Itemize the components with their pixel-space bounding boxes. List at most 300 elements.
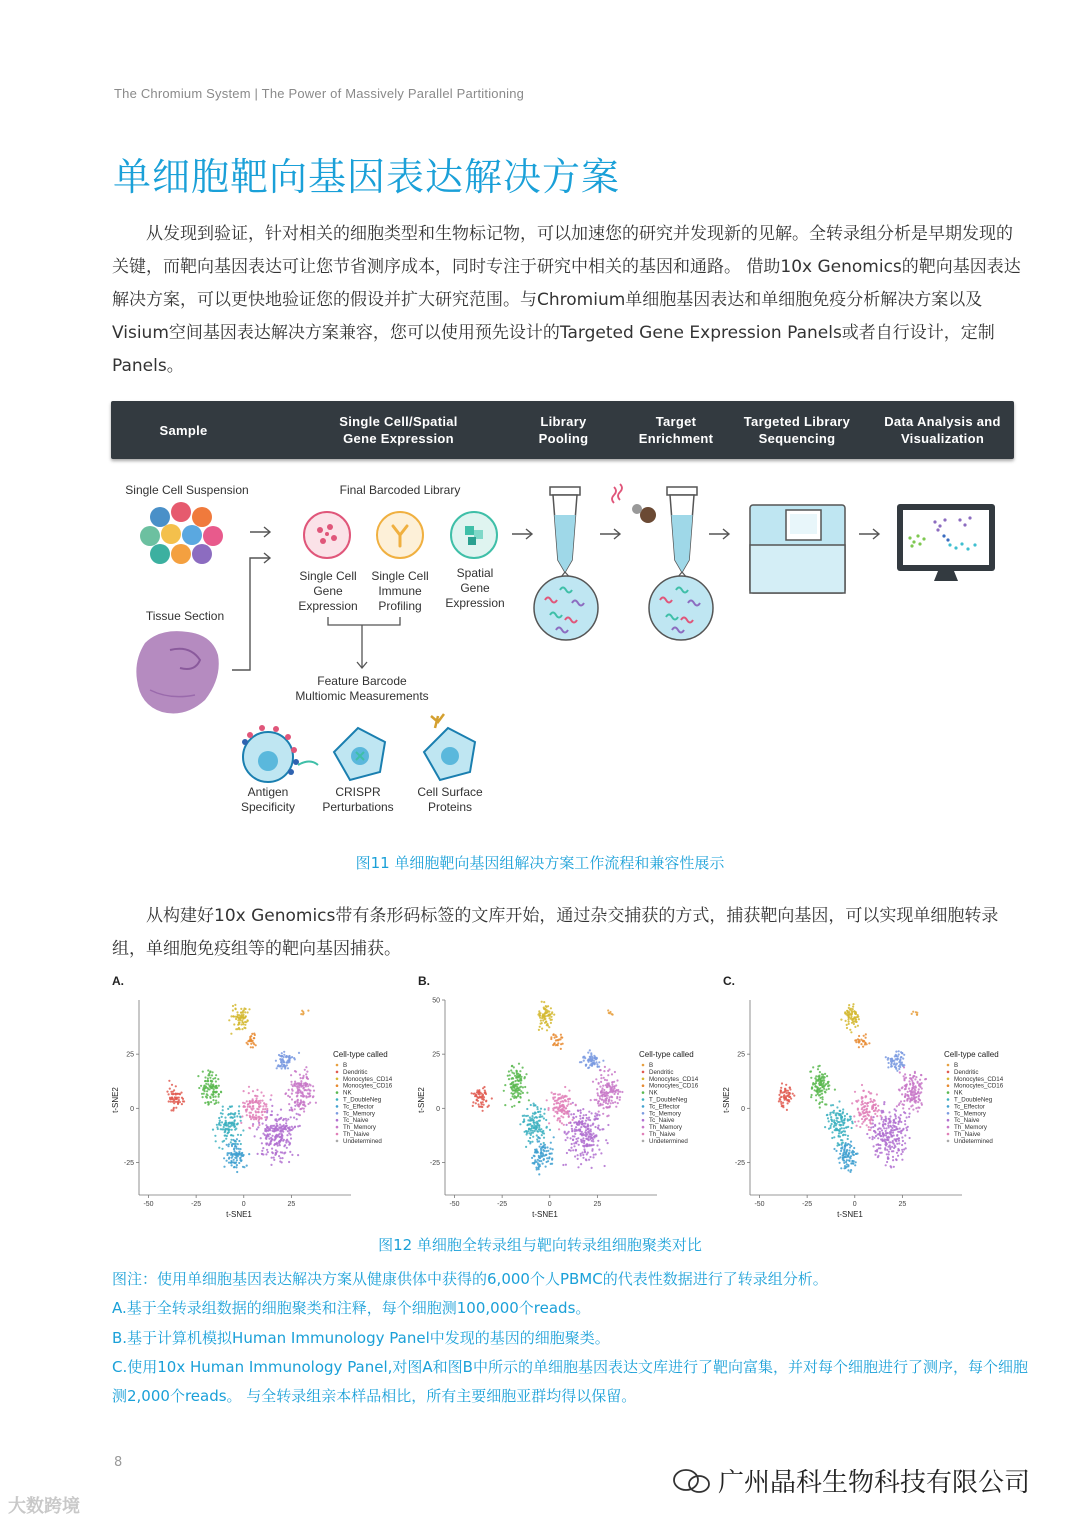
data-point [851,1127,853,1129]
y-tick-label: -25 [123,1160,134,1167]
data-point [833,1110,835,1112]
data-point [539,1146,541,1148]
data-point [915,1076,917,1078]
analysis-monitor-icon [897,504,995,581]
data-point [823,1076,825,1078]
data-point [565,1133,567,1135]
data-point [565,1111,567,1113]
data-point [882,1124,884,1126]
data-point [834,1122,836,1124]
data-point [511,1078,513,1080]
data-point [297,1085,299,1087]
data-point [234,1016,236,1018]
data-point [254,1135,256,1137]
data-point [543,1150,545,1152]
data-point [819,1071,821,1073]
data-point [883,1134,885,1136]
data-point [234,1157,236,1159]
data-point [851,1160,853,1162]
data-point [508,1070,510,1072]
data-point [541,1022,543,1024]
data-point [209,1077,211,1079]
data-point [252,1117,254,1119]
data-point [537,1111,539,1113]
data-point [901,1052,903,1054]
data-point [831,1131,833,1133]
data-point [517,1087,519,1089]
data-point [571,1125,573,1127]
data-point [606,1092,608,1094]
data-point [896,1159,898,1161]
data-point [609,1011,611,1013]
data-point [873,1104,875,1106]
data-point [275,1127,277,1129]
data-point [512,1089,514,1091]
panel-label: C. [723,974,735,988]
data-point [552,1108,554,1110]
data-point [910,1099,912,1101]
data-point [302,1104,304,1106]
data-point [583,1145,585,1147]
data-point [864,1102,866,1104]
data-point [901,1144,903,1146]
data-point [590,1144,592,1146]
data-point [898,1050,900,1052]
data-point [230,1125,232,1127]
data-point [517,1080,519,1082]
data-point [887,1066,889,1068]
data-point [269,1128,271,1130]
data-point [579,1115,581,1117]
data-point [532,1112,534,1114]
data-point [585,1135,587,1137]
data-point [219,1120,221,1122]
data-point [593,1055,595,1057]
data-point [264,1130,266,1132]
legend-entry: NK [649,1089,658,1097]
data-point [536,1125,538,1127]
data-point [824,1076,826,1078]
data-point [850,1151,852,1153]
y-tick-label: 0 [741,1105,745,1113]
data-point [581,1120,583,1122]
data-point [831,1120,833,1122]
data-point [303,1103,305,1105]
data-point [286,1055,288,1057]
data-point [901,1149,903,1151]
legend-entry: Dendritic [343,1068,368,1076]
data-point [866,1102,868,1104]
data-point [863,1115,865,1117]
data-point [594,1057,596,1059]
data-point [545,1010,547,1012]
data-point [586,1125,588,1127]
data-point [231,1121,233,1123]
data-point [553,1043,555,1045]
data-point [283,1061,285,1063]
data-point [862,1040,864,1042]
data-point [861,1123,863,1125]
data-point [815,1094,817,1096]
data-point [265,1135,267,1137]
data-point [852,1150,854,1152]
data-point [238,1113,240,1115]
data-point [263,1111,265,1113]
data-point [602,1128,604,1130]
data-point [881,1140,883,1142]
data-point [879,1132,881,1134]
data-point [810,1096,812,1098]
data-point [214,1103,216,1105]
data-point [233,1120,235,1122]
data-point [817,1065,819,1067]
data-point [260,1137,262,1139]
data-point [833,1126,835,1128]
data-point [583,1056,585,1058]
data-point [812,1066,814,1068]
x-tick-label: -50 [449,1201,460,1208]
data-point [915,1102,917,1104]
data-point [881,1116,883,1118]
data-point [302,1101,304,1103]
data-point [172,1093,174,1095]
data-point [896,1134,898,1136]
data-point [872,1101,874,1103]
data-point [576,1140,578,1142]
data-point [538,1128,540,1130]
data-point [261,1118,263,1120]
data-point [590,1060,592,1062]
legend-marker [947,1064,950,1067]
data-point [168,1080,170,1082]
data-point [522,1086,524,1088]
data-point [899,1131,901,1133]
data-point [594,1119,596,1121]
data-point [207,1088,209,1090]
data-point [234,1116,236,1118]
data-point [850,1116,852,1118]
data-point [284,1128,286,1130]
data-point [233,1148,235,1150]
data-point [270,1140,272,1142]
data-point [833,1148,835,1150]
data-point [555,1100,557,1102]
data-point [596,1057,598,1059]
data-point [275,1152,277,1154]
data-point [210,1085,212,1087]
data-point [895,1055,897,1057]
data-point [842,1159,844,1161]
data-point [850,1031,852,1033]
data-point [892,1132,894,1134]
data-point [530,1130,532,1132]
data-point [921,1082,923,1084]
data-point [601,1089,603,1091]
data-point [529,1137,531,1139]
data-point [595,1058,597,1060]
data-point [534,1111,536,1113]
data-point [277,1065,279,1067]
data-point [306,1076,308,1078]
data-point [905,1084,907,1086]
data-point [886,1153,888,1155]
data-point [550,1142,552,1144]
data-point [510,1083,512,1085]
data-point [611,1081,613,1083]
data-point [510,1086,512,1088]
data-point [279,1124,281,1126]
data-point [237,1017,239,1019]
data-point [903,1078,905,1080]
data-point [271,1105,273,1107]
data-point [282,1131,284,1133]
data-point [553,1014,555,1016]
data-point [603,1089,605,1091]
data-point [612,1091,614,1093]
data-point [572,1149,574,1151]
data-point [909,1137,911,1139]
data-point [255,1100,257,1102]
data-point [840,1124,842,1126]
data-point [249,1102,251,1104]
data-point [230,1161,232,1163]
data-point [844,1145,846,1147]
data-point [485,1100,487,1102]
data-point [567,1111,569,1113]
data-point [575,1116,577,1118]
data-point [585,1114,587,1116]
data-point [874,1113,876,1115]
data-point [884,1141,886,1143]
data-point [517,1094,519,1096]
data-point [301,1092,303,1094]
data-point [818,1094,820,1096]
data-point [870,1100,872,1102]
data-point [556,1044,558,1046]
data-point [881,1138,883,1140]
data-point [513,1105,515,1107]
data-point [833,1136,835,1138]
data-point [581,1121,583,1123]
legend-marker [336,1126,339,1129]
data-point [888,1126,890,1128]
data-point [243,1105,245,1107]
data-point [562,1097,564,1099]
data-point [838,1114,840,1116]
data-point [296,1095,298,1097]
data-point [914,1101,916,1103]
data-point [570,1137,572,1139]
y-tick-label: 25 [737,1051,745,1059]
tsne-panel [722,974,1004,1219]
data-point [565,1107,567,1109]
data-point [256,1095,258,1097]
data-point [885,1117,887,1119]
data-point [216,1087,218,1089]
data-point [843,1122,845,1124]
data-point [282,1125,284,1127]
data-point [905,1088,907,1090]
data-point [912,1077,914,1079]
data-point [548,1122,550,1124]
data-point [282,1065,284,1067]
data-point [834,1129,836,1131]
data-point [240,1120,242,1122]
data-point [892,1150,894,1152]
data-point [520,1082,522,1084]
data-point [306,1077,308,1079]
data-point [169,1098,171,1100]
data-point [577,1109,579,1111]
data-point [242,1155,244,1157]
data-point [533,1117,535,1119]
data-point [519,1074,521,1076]
data-point [874,1110,876,1112]
data-point [238,1022,240,1024]
data-point [249,1102,251,1104]
data-point [592,1062,594,1064]
data-point [570,1147,572,1149]
workflow-header-bar [111,401,1014,459]
data-point [567,1098,569,1100]
data-point [535,1125,537,1127]
data-point [302,1077,304,1079]
data-point [599,1069,601,1071]
data-point [243,1106,245,1108]
data-point [281,1133,283,1135]
data-point [205,1080,207,1082]
data-point [483,1104,485,1106]
data-point [605,1095,607,1097]
data-point [865,1111,867,1113]
data-point [511,1077,513,1079]
data-point [868,1091,870,1093]
data-point [213,1088,215,1090]
data-point [842,1112,844,1114]
data-point [482,1095,484,1097]
data-point [869,1101,871,1103]
data-point [787,1095,789,1097]
data-point [877,1105,879,1107]
data-point [851,1121,853,1123]
data-point [865,1118,867,1120]
second-text: 从构建好10x Genomics带有条形码标签的文库开始，通过杂交捕获的方式，捕获靶向基因，可以实现单细胞转录组，单细胞免疫组等的靶向基因捕获。 [112,906,999,959]
data-point [868,1042,870,1044]
data-point [902,1058,904,1060]
data-point [896,1135,898,1137]
data-point [781,1082,783,1084]
data-point [215,1086,217,1088]
data-point [829,1127,831,1129]
sequencer-icon [750,505,845,593]
data-point [481,1095,483,1097]
data-point [278,1141,280,1143]
data-point [210,1083,212,1085]
data-point [202,1096,204,1098]
data-point [229,1122,231,1124]
data-point [902,1064,904,1066]
data-point [784,1091,786,1093]
data-point [606,1083,608,1085]
data-point [846,1024,848,1026]
data-point [873,1110,875,1112]
data-point [225,1138,227,1140]
data-point [895,1126,897,1128]
data-point [289,1057,291,1059]
data-point [823,1088,825,1090]
legend-entry: B [343,1062,348,1069]
data-point [476,1099,478,1101]
data-point [534,1149,536,1151]
data-point [273,1139,275,1141]
data-point [227,1114,229,1116]
data-point [843,1127,845,1129]
data-point [566,1137,568,1139]
data-point [917,1110,919,1112]
data-point [602,1094,604,1096]
data-point [530,1132,532,1134]
data-point [254,1095,256,1097]
data-point [241,1154,243,1156]
data-point [233,1126,235,1128]
data-point [218,1122,220,1124]
data-point [578,1123,580,1125]
data-point [235,1128,237,1130]
data-point [532,1119,534,1121]
data-point [238,1162,240,1164]
data-point [825,1103,827,1105]
workflow-step-data-analysis: Data Analysis and Visualization [884,414,1001,446]
data-point [290,1074,292,1076]
data-point [586,1153,588,1155]
data-point [267,1151,269,1153]
data-point [780,1096,782,1098]
data-point [274,1138,276,1140]
data-point [280,1061,282,1063]
data-point [235,1152,237,1154]
data-point [231,1122,233,1124]
data-point [276,1136,278,1138]
data-point [849,1116,851,1118]
data-point [214,1086,216,1088]
data-point [591,1065,593,1067]
data-point [859,1112,861,1114]
data-point [891,1129,893,1131]
data-point [860,1043,862,1045]
data-point [538,1160,540,1162]
data-point [581,1141,583,1143]
data-point [604,1095,606,1097]
data-point [526,1124,528,1126]
data-point [537,1167,539,1169]
data-point [543,1132,545,1134]
data-point [479,1096,481,1098]
legend-entry: Tc_Naive [954,1117,980,1125]
data-point [537,1136,539,1138]
data-point [536,1106,538,1108]
data-point [208,1073,210,1075]
data-point [920,1102,922,1104]
data-point [520,1086,522,1088]
data-point [876,1144,878,1146]
data-point [478,1106,480,1108]
legend-marker [947,1098,950,1101]
data-point [815,1079,817,1081]
data-point [899,1058,901,1060]
data-point [289,1142,291,1144]
data-point [240,1159,242,1161]
data-point [267,1126,269,1128]
